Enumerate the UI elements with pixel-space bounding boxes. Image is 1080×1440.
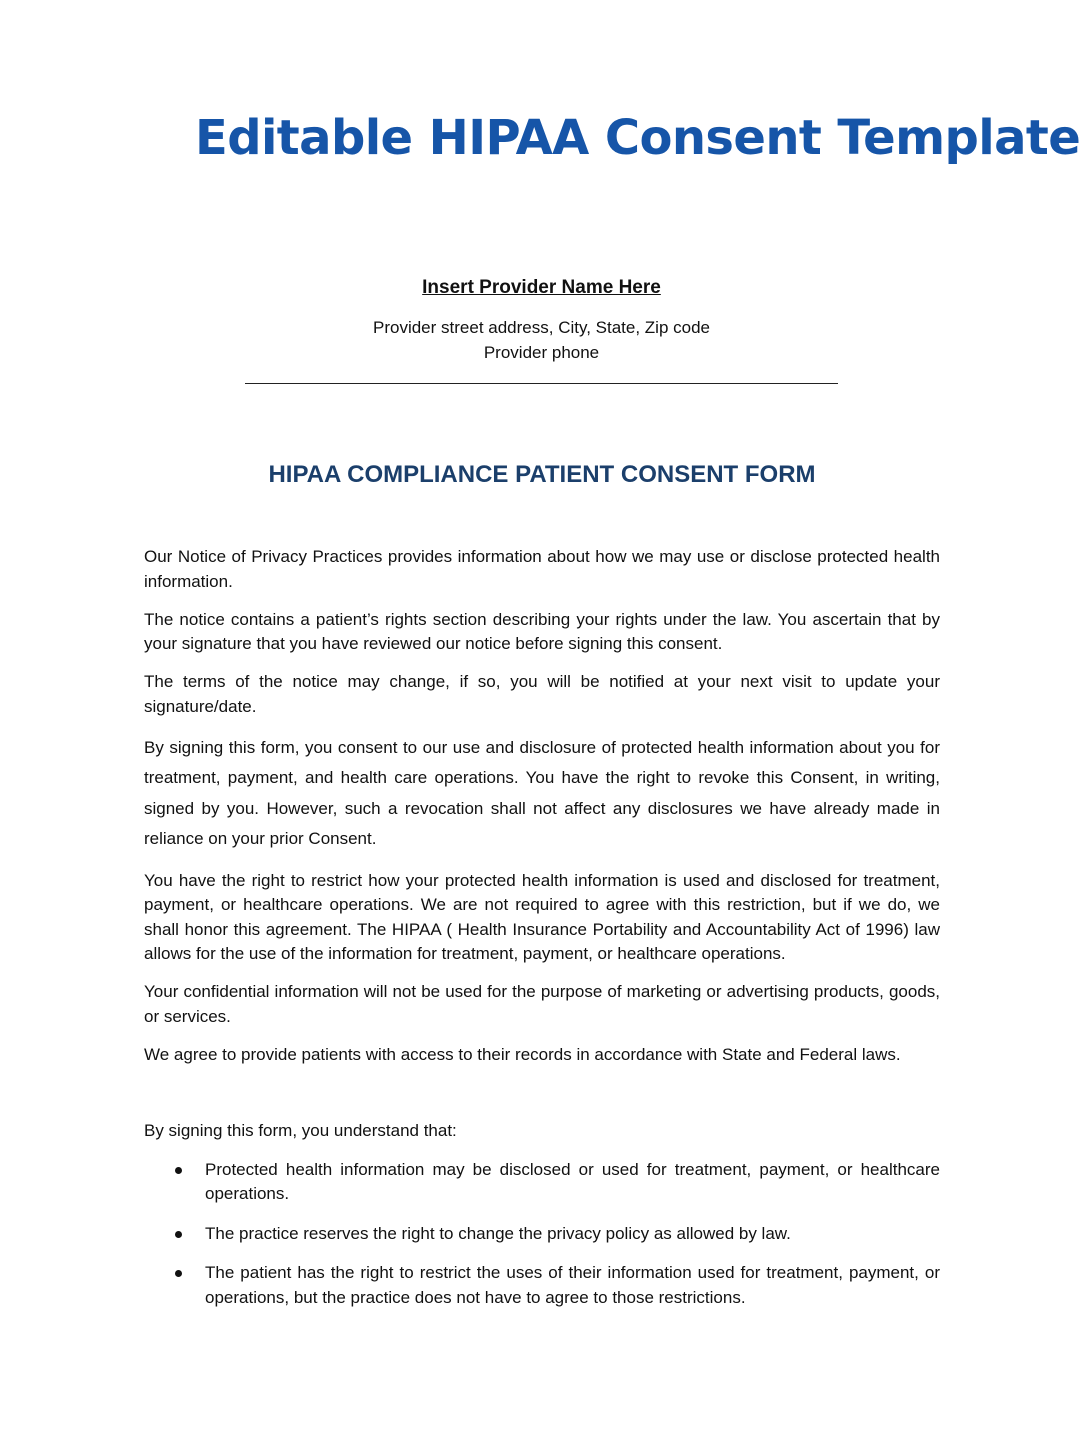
provider-name: Insert Provider Name Here xyxy=(422,277,661,298)
list-item-text: The patient has the right to restrict the uses of their information used for treatment, payment, or operations, but the practice does not have to agree to those restrictions. xyxy=(205,1263,940,1307)
bullet-icon xyxy=(175,1231,182,1238)
paragraph-terms-change: The terms of the notice may change, if so, you will be notified at your next visit to update your signature/date. xyxy=(144,672,940,716)
document-title: Editable HIPAA Consent Template xyxy=(195,110,1080,166)
list-item xyxy=(144,1222,940,1247)
form-title: HIPAA COMPLIANCE PATIENT CONSENT FORM xyxy=(268,461,816,488)
paragraph-notice-of-privacy: Our Notice of Privacy Practices provides information about how we may use or disclose protected health information. xyxy=(144,547,940,591)
list-item-text: Protected health information may be disclosed or used for treatment, payment, or healthcare operations. xyxy=(205,1159,940,1203)
paragraph-confidential-info: Your confidential information will not be used for the purpose of marketing or advertising products, goods, or services. xyxy=(144,982,940,1026)
header-divider xyxy=(245,383,838,384)
paragraph-consent-disclosure: By signing this form, you consent to our use and disclosure of protected health information about you for treatment, payment, and health care operations. You have the right to revoke this Consent, in writing, signed by you. However, such a revocation shall not affect any disclosures we have already made in reliance on your prior Consent. xyxy=(144,737,940,848)
provider-header xyxy=(245,275,838,365)
paragraph-right-to-restrict: You have the right to restrict how your protected health information is used and disclosed for treatment, payment, or healthcare operations. We are not required to agree with this restriction, but if we do, we shall honor this agreement. The HIPAA ( Health Insurance Portability and Accountability Act of 1996) law allows for the use of the information for treatment, payment, or healthcare operations. xyxy=(144,870,940,963)
consent-body xyxy=(144,545,940,1325)
bullet-icon xyxy=(175,1167,182,1174)
list-item-text: The practice reserves the right to change the privacy policy as allowed by law. xyxy=(205,1223,791,1243)
provider-address: Provider street address, City, State, Zip code xyxy=(373,318,710,337)
understanding-list xyxy=(144,1158,940,1311)
understanding-intro: By signing this form, you understand that: xyxy=(144,1121,457,1140)
list-item xyxy=(144,1261,940,1310)
paragraph-records-access: We agree to provide patients with access to their records in accordance with State and Federal laws. xyxy=(144,1044,901,1064)
list-item xyxy=(144,1158,940,1207)
paragraph-patient-rights: The notice contains a patient’s rights section describing your rights under the law. You ascertain that by your signature that you have reviewed our notice before signing this consent. xyxy=(144,609,940,653)
provider-phone: Provider phone xyxy=(483,343,600,362)
bullet-icon xyxy=(175,1270,182,1277)
